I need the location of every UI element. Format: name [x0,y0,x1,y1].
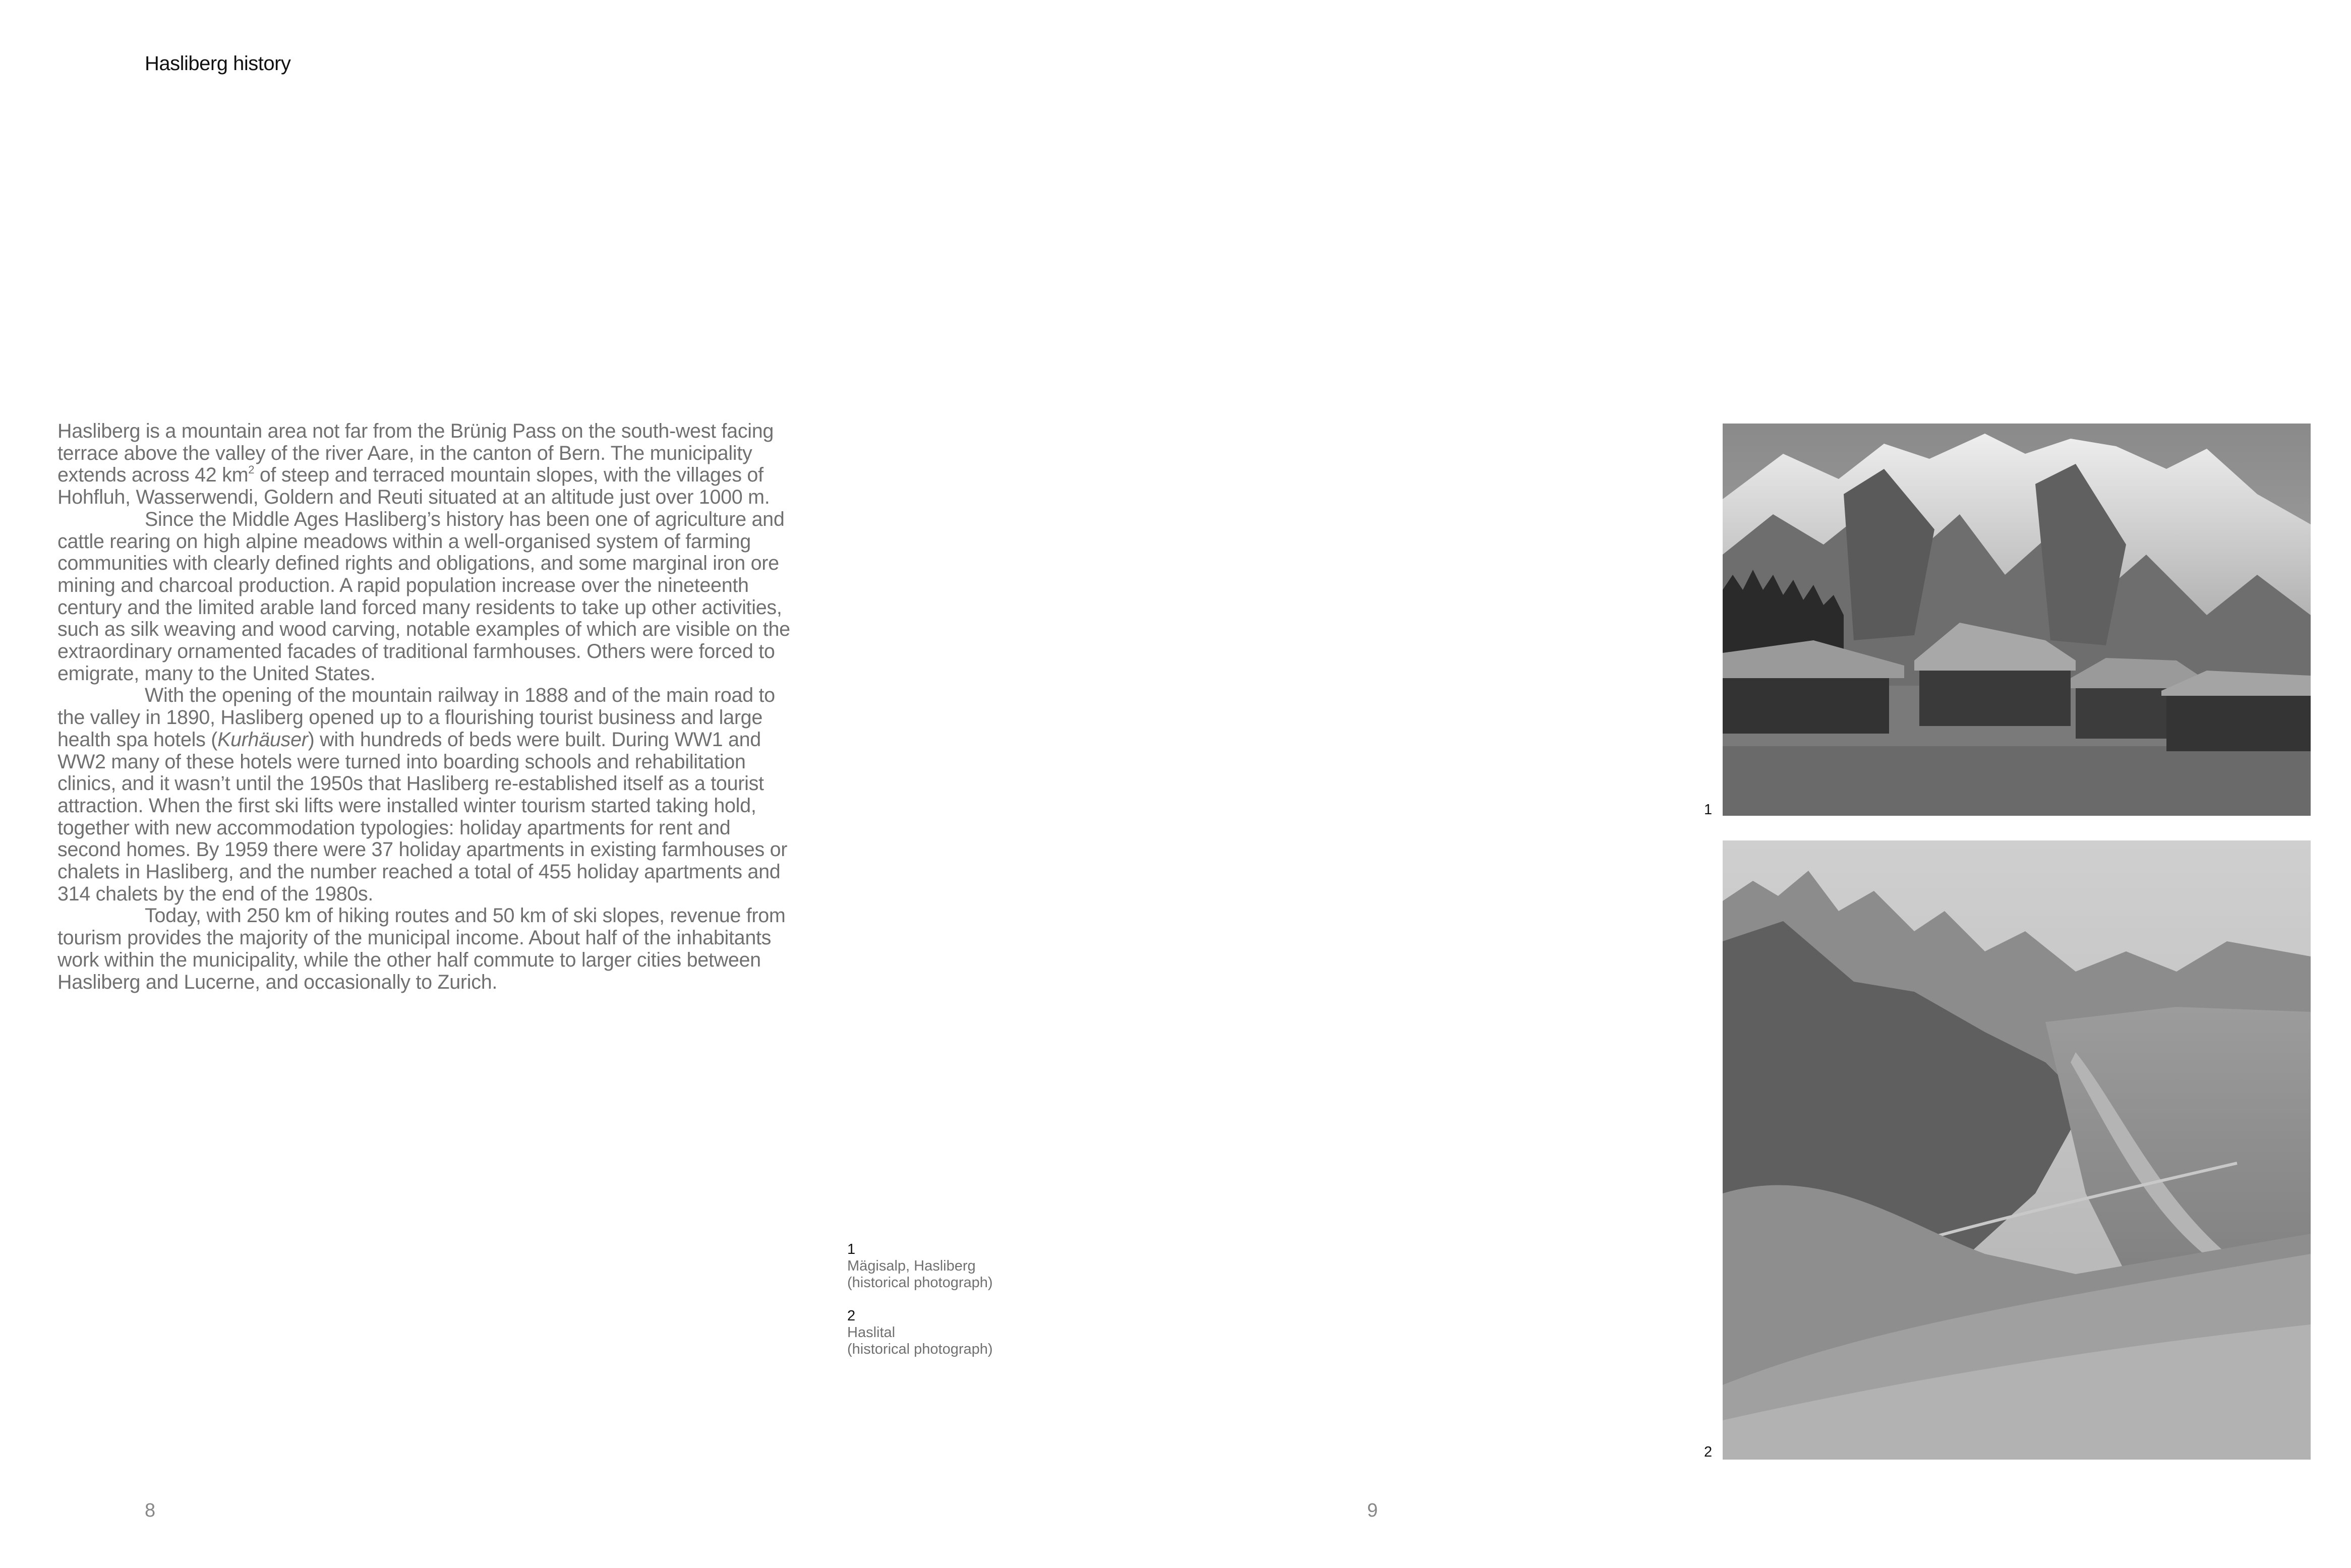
figure-number: 2 [1704,1444,1713,1460]
valley-panorama-photo [1723,840,2311,1460]
body-line: work within the municipality, while the other half commute to larger cities between [57,948,761,971]
caption-2 [847,1308,1130,1358]
caption-line: (historical photograph) [847,1275,993,1291]
body-line: extraordinary ornamented facades of traditional farmhouses. Others were forced to [57,640,775,663]
italic-term: Kurhäuser [217,728,308,751]
body-line: century and the limited arable land forced many residents to take up other activities, [57,596,782,619]
body-line: Hasliberg is a mountain area not far from the Brünig Pass on the south-west facing [57,420,774,442]
body-line: second homes. By 1959 there were 37 holiday apartments in existing farmhouses or [57,838,788,861]
body-line: communities with clearly defined rights and obligations, and some marginal iron ore [57,552,779,575]
body-line: attraction. When the first ski lifts were installed winter tourism started taking hold, [57,794,756,817]
superscript: 2 [248,463,255,476]
caption-line: Haslital [847,1324,896,1341]
body-line: Hasliberg and Lucerne, and occasionally to Zurich. [57,971,498,993]
page-number: 8 [145,1500,156,1521]
caption-number: 2 [847,1308,856,1324]
body-line: Hohfluh, Wasserwendi, Goldern and Reuti situated at an altitude just over 1000 m. [57,486,770,509]
right-page [1176,0,2351,1568]
mountain-chalets-photo [1723,424,2311,816]
photo-captions [847,1241,1130,1374]
page-number: 9 [1367,1500,1378,1521]
body-line: 314 chalets by the end of the 1980s. [57,882,374,905]
caption-1 [847,1241,1130,1291]
body-line: the valley in 1890, Hasliberg opened up to a flourishing tourist business and large [57,706,763,729]
body-line: emigrate, many to the United States. [57,662,376,685]
body-line: tourism provides the majority of the municipal income. About half of the inhabitants [57,927,772,949]
body-line: together with new accommodation typologies: holiday apartments for rent and [57,816,731,839]
body-line: clinics, and it wasn’t until the 1950s that Hasliberg re-established itself as a tourist [57,772,764,795]
caption-line: (historical photograph) [847,1341,993,1357]
body-line: WW2 many of these hotels were turned into boarding schools and rehabilitation [57,750,746,773]
caption-number: 1 [847,1241,856,1257]
body-line: cattle rearing on high alpine meadows within a well-organised system of farming [57,530,751,553]
figure-number: 1 [1704,802,1713,818]
body-line: health spa hotels (Kurhäuser) with hundreds of beds were built. During WW1 and [57,728,761,751]
body-line: chalets in Hasliberg, and the number reached a total of 455 holiday apartments and [57,861,781,883]
body-line: With the opening of the mountain railway in 1888 and of the main road to [145,684,775,707]
running-title: Hasliberg history [145,52,291,75]
caption-line: Mägisalp, Hasliberg [847,1258,976,1274]
body-line: Today, with 250 km of hiking routes and 50 km of ski slopes, revenue from [145,904,786,927]
body-line: Since the Middle Ages Hasliberg’s history has been one of agriculture and [145,508,785,530]
body-line: such as silk weaving and wood carving, notable examples of which are visible on the [57,618,790,641]
body-line: extends across 42 $km^2$ of steep and terraced mountain slopes, with the villages of [57,463,763,487]
body-line: terrace above the valley of the river Aare, in the canton of Bern. The municipality [57,442,752,464]
body-text [57,420,824,993]
body-line: mining and charcoal production. A rapid population increase over the nineteenth [57,574,749,596]
